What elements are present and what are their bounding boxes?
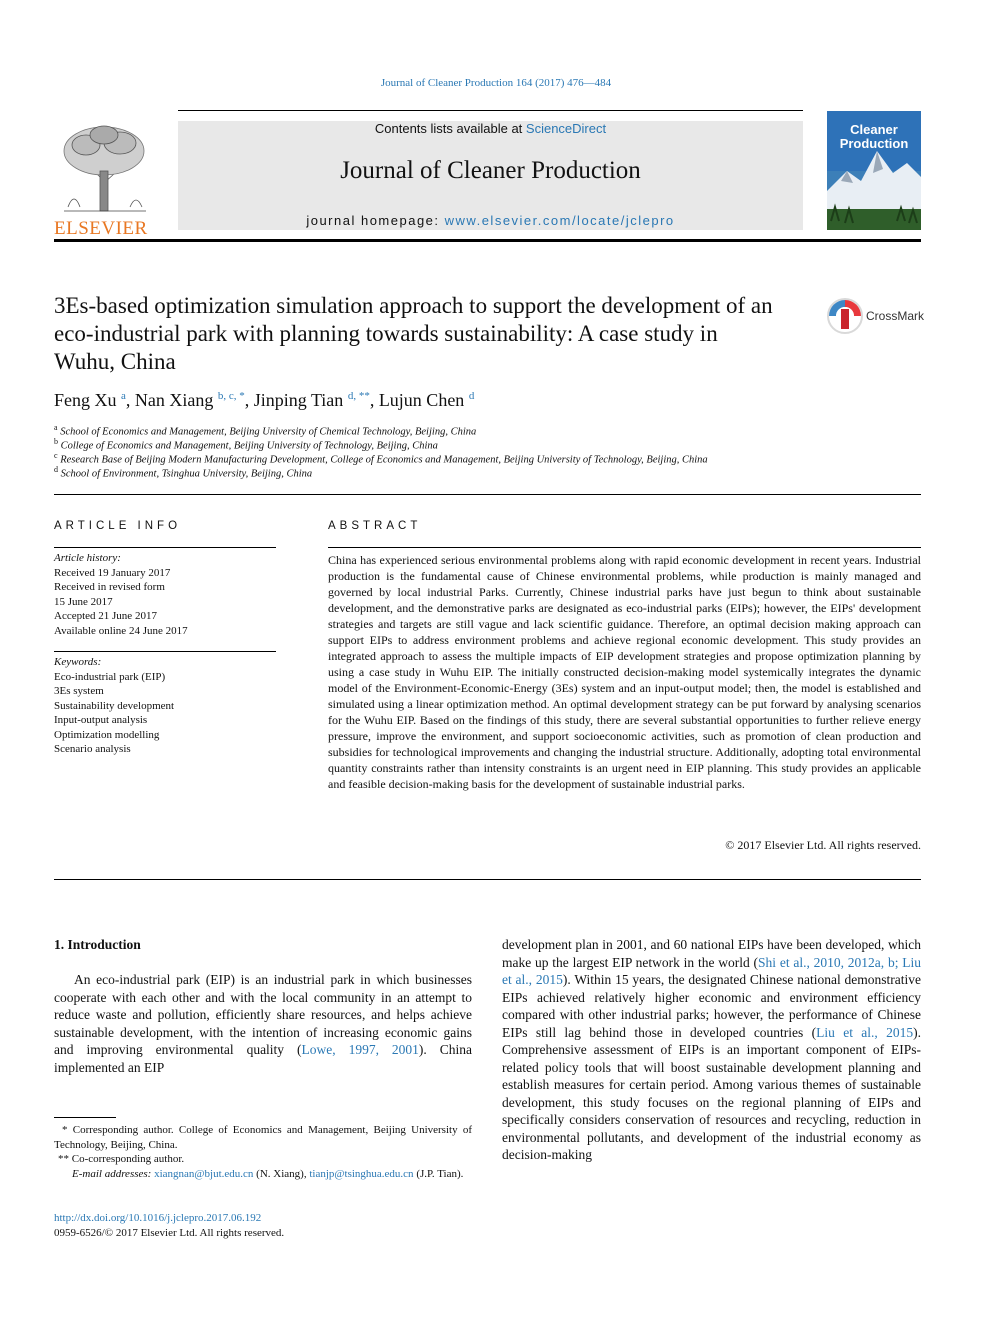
affiliation-rule: [54, 494, 921, 495]
intro-paragraph-right: development plan in 2001, and 60 national EIPs have been developed, which make up the largest EIP network in the world (Shi et al., 2010, 2012a, b; Liu et al., 2015). Within 15 years, the designated Chinese national demonstrative EIPs achieved relatively higher economic and environment efficiency compared with other industrial parks; however, the performance of Chinese EIPs still lag behind those in developed countries (Liu et al., 2015). Comprehensive assessment of EIPs is an important component of EIPs-related policy tools that will boost sustainable development planning and establish measures for certain period. Among various themes of sustainable development, this study focuses on the regional planning of EIPs and specifically considers conservation of resources and recycling, reduction in environmental pollutants, and development of the industrial economy as decision-making: [502, 937, 922, 1162]
header-top-rule: [178, 110, 803, 111]
history-item: Available online 24 June 2017: [54, 624, 188, 637]
elsevier-logo: [54, 121, 156, 239]
elsevier-wordmark: ELSEVIER: [54, 218, 148, 239]
keywords-label: Keywords:: [54, 656, 102, 668]
abstract-bottom-rule: [54, 879, 921, 880]
author-name[interactable]: Feng Xu: [54, 390, 117, 410]
homepage-line: [178, 213, 803, 228]
author-sup[interactable]: a: [121, 390, 126, 402]
sciencedirect-link[interactable]: ScienceDirect: [525, 121, 607, 136]
affiliation: $^a$ School of Economics and Management, Beijing University of Chemical Technology, Beijing, China: [54, 423, 477, 438]
author-list: Feng Xu $^a$, Nan Xiang $^{b, c, *}$, Jinping Tian $^{d, **}$, Lujun Chen $^d$: [54, 390, 475, 410]
contents-prefix: Contents lists available at: [374, 121, 526, 136]
cover-title-line1: Cleaner: [850, 122, 898, 137]
crossmark-label: CrossMark: [866, 309, 925, 323]
homepage-link[interactable]: www.elsevier.com/locate/jclepro: [444, 213, 675, 228]
abstract-text: China has experienced serious environmental problems along with rapid economic development in recent years. Industrial production is the fundamental cause of Chinese environmental problems, while production is mainly managed and governed by local industrial Parks. Currently, Chinese industrial parks have just begun to think about sustainable development, and the demonstrative parks are designated as eco-industrial parks (EIPs); however, the EIPs' development strategies and targets are still vague and lack scientific guidance. Therefore, an optimal decision making approach can support EIPs to address environment problems and achieve regional economic development. This study provides an integrated approach to assess the multiple impacts of EIP development strategies and propose optimization planning by using a case study in Wuhu EIP. The initially constructed decision-making model systemically integrates the dynamic model of the Environment-Economic-Energy (3Es) system and an input-output model; then, the model is established and simulated using a linear optimization method. An optimal development strategy can be put forward by analysing scenarios for the Wuhu EIP. Based on the findings of this study, there are several substantial opportunities to further relieve energy pressure, improve the environment, and support socioeconomic activities, such as promotion of clean production and subsidies for technological improvements and changing the industrial structure. Additionally, adopting total environmental quantity constraints rather than intensity constraints is an urgent need in EIP planning. This study provides an applicable and feasible decision-making basis for the development of sustainable industrial parks.: [328, 553, 921, 791]
issn-line: 0959-6526/© 2017 Elsevier Ltd. All rights reserved.: [54, 1227, 285, 1239]
section-heading-introduction: 1. Introduction: [54, 937, 141, 952]
crossmark-icon: [826, 297, 864, 335]
header-bottom-rule: [54, 239, 921, 242]
keyword-item: Optimization modelling: [54, 728, 160, 741]
author-sup[interactable]: d: [468, 390, 475, 402]
footnotes: [54, 1123, 472, 1181]
history-item: Received in revised form: [54, 581, 165, 593]
history-item: Accepted 21 June 2017: [54, 610, 157, 622]
abstract-rule: [328, 547, 921, 548]
intro-paragraph-left: An eco-industrial park (EIP) is an industrial park in which businesses cooperate with each other and with the local community in an attempt to reduce waste and pollution, efficiently share resources, and helps achieve sustainable development, with the intention of increasing economic gains and improving environmental quality (Lowe, 1997, 2001). China implemented an EIP: [54, 972, 472, 1075]
history-item: Received 19 January 2017: [54, 566, 171, 579]
journal-title: Journal of Cleaner Production: [340, 157, 641, 184]
cover-title-line2: Production: [839, 136, 909, 151]
abstract-copyright: © 2017 Elsevier Ltd. All rights reserved.: [725, 838, 921, 852]
keyword-item: Input-output analysis: [54, 714, 148, 726]
homepage-prefix: journal homepage:: [306, 213, 445, 228]
author-name[interactable]: Jinping Tian: [253, 390, 344, 410]
footnote-emails: E-mail addresses: xiangnan@bjut.edu.cn (N. Xiang), tianjp@tsinghua.edu.cn (J.P. Tian).: [72, 1167, 464, 1180]
keyword-item: Scenario analysis: [54, 743, 131, 755]
doi-block: [54, 1211, 284, 1241]
crossmark-badge[interactable]: [826, 297, 924, 335]
abstract-heading: ABSTRACT: [328, 520, 422, 532]
journal-cover: [827, 111, 921, 230]
history-label: Article history:: [54, 552, 121, 564]
email-link[interactable]: tianjp@tsinghua.edu.cn: [309, 1167, 414, 1180]
author-name[interactable]: Nan Xiang: [134, 390, 214, 410]
citation-link[interactable]: Liu et al., 2015: [816, 1024, 914, 1040]
footnote-rule: [54, 1117, 116, 1118]
article-title: 3Es-based optimization simulation approach to support the development of an eco-industrial park with planning towards sustainability: A case study in Wuhu, China: [54, 293, 773, 374]
keyword-item: Sustainability development: [54, 699, 175, 712]
keyword-item: 3Es system: [54, 685, 104, 697]
elsevier-tree-icon: [54, 121, 156, 213]
author-name[interactable]: Lujun Chen: [378, 390, 465, 410]
article-info-heading: ARTICLE INFO: [54, 520, 182, 532]
footnote-co-corresponding: ** Co-corresponding author.: [58, 1153, 185, 1165]
journal-citation[interactable]: Journal of Cleaner Production 164 (2017) 476—484: [380, 77, 612, 89]
email-link[interactable]: xiangnan@bjut.edu.cn: [154, 1167, 254, 1180]
contents-line: [178, 121, 803, 136]
author-sup[interactable]: b, c, *: [217, 390, 245, 402]
cover-title: [827, 123, 921, 151]
citation-link[interactable]: Shi et al., 2010, 2012a, b; Liu et al., 2015: [502, 954, 921, 987]
article-info-rule: [54, 547, 276, 548]
history-item: 15 June 2017: [54, 595, 113, 608]
citation-link[interactable]: Lowe, 1997, 2001: [301, 1042, 419, 1057]
keywords-rule: [54, 651, 276, 652]
footnote-corresponding: * Corresponding author. College of Economics and Management, Beijing University of Technology, Beijing, China.: [54, 1124, 472, 1151]
keywords: [54, 655, 276, 757]
affiliation: $^d$ School of Environment, Tsinghua University, Beijing, China: [54, 465, 313, 480]
doi-link[interactable]: http://dx.doi.org/10.1016/j.jclepro.2017.06.192: [54, 1212, 262, 1224]
affiliation: $^c$ Research Base of Beijing Modern Manufacturing Development, College of Economics and Management, Beijing University of Technology, Beijing, China: [54, 451, 708, 466]
article-history: [54, 551, 276, 638]
keyword-item: Eco-industrial park (EIP): [54, 670, 166, 683]
author-sup[interactable]: d, **: [347, 390, 370, 402]
affiliation: $^b$ College of Economics and Management, Beijing University of Technology, Beijing, China: [54, 437, 438, 452]
